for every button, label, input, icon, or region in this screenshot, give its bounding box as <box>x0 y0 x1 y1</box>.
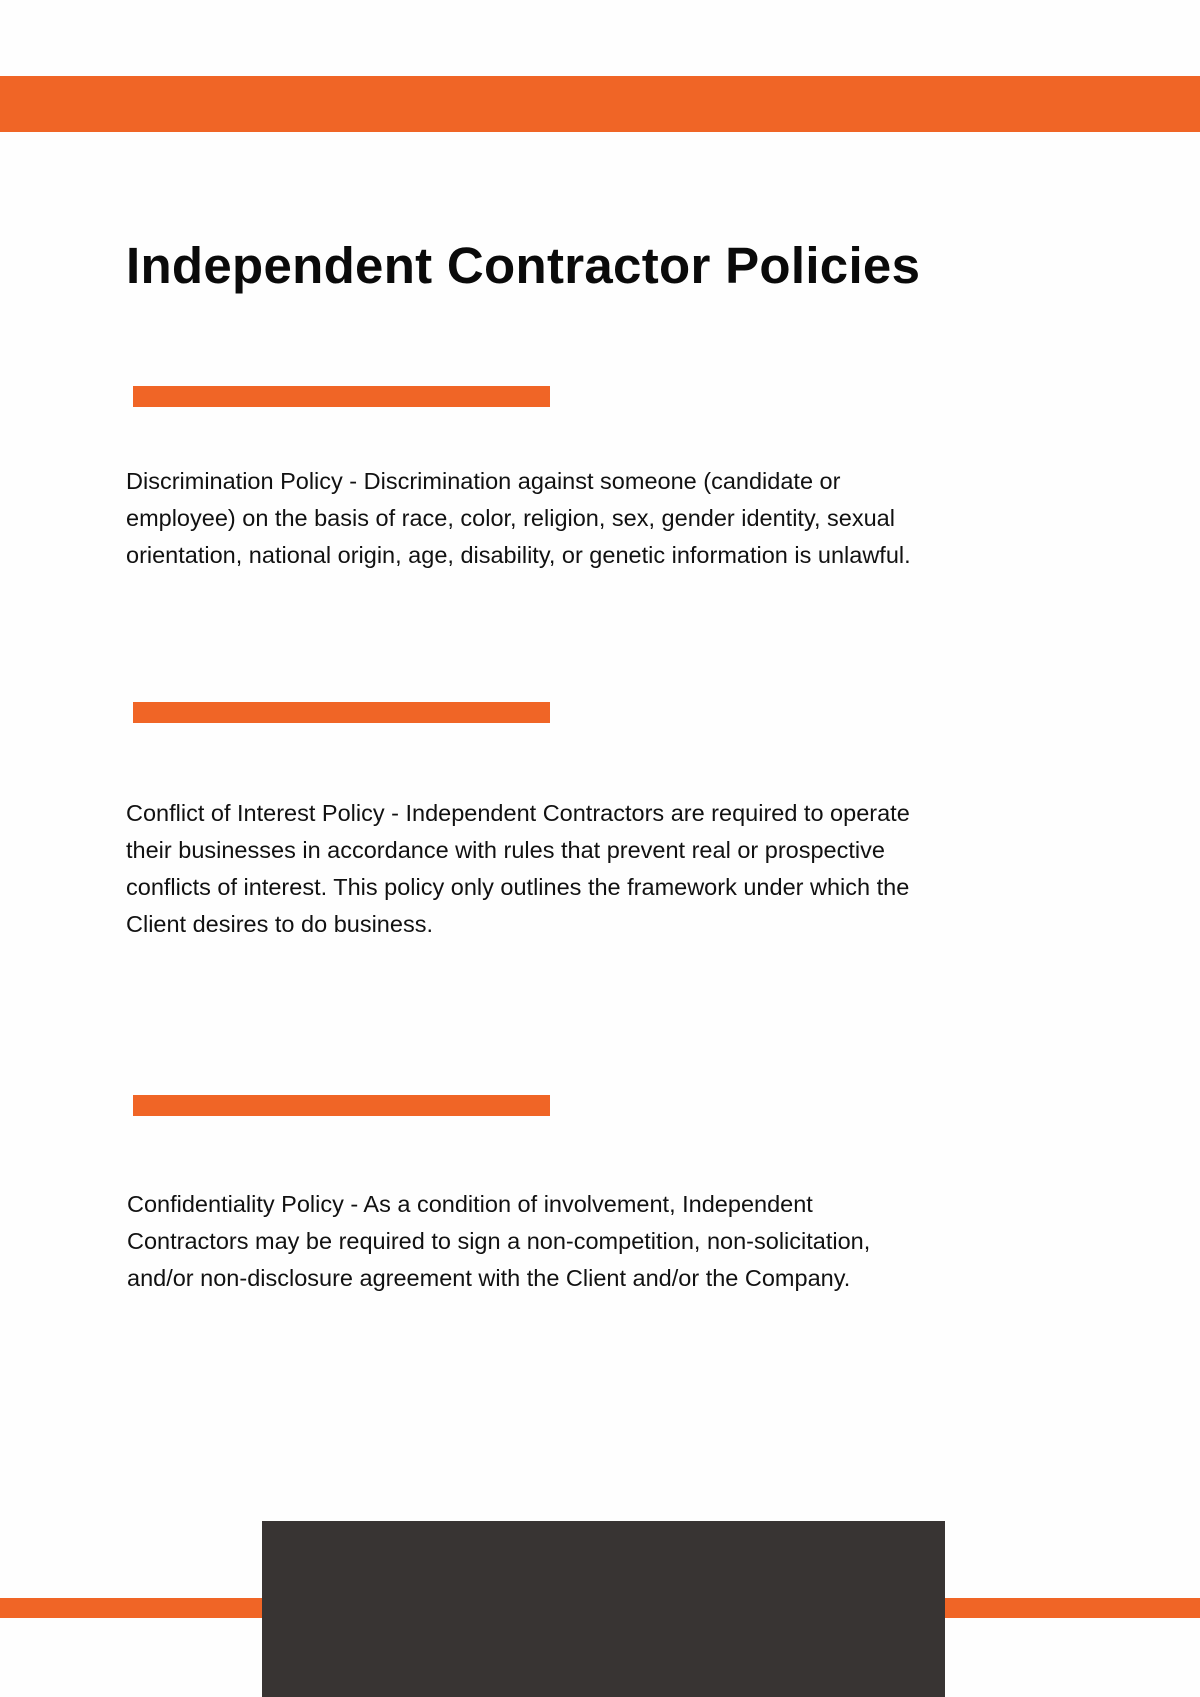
text-line: Client desires to do business. <box>126 911 433 937</box>
page-title: Independent Contractor Policies <box>126 237 921 294</box>
text-line: Contractors may be required to sign a non-competition, non-solicitation, <box>127 1228 871 1254</box>
text-line: Conflict of Interest Policy - Independent Contractors are required to operate <box>126 800 910 826</box>
footer-dark-block <box>262 1521 945 1697</box>
text-line: orientation, national origin, age, disability, or genetic information is unlawful. <box>126 542 911 568</box>
text-line: Confidentiality Policy - As a condition of involvement, Independent <box>127 1191 813 1217</box>
confidentiality-paragraph <box>127 1186 870 1297</box>
text-line: Discrimination Policy - Discrimination against someone (candidate or <box>126 468 841 494</box>
text-line: conflicts of interest. This policy only outlines the framework under which the <box>126 874 910 900</box>
section-divider <box>133 1095 550 1116</box>
text-line: and/or non-disclosure agreement with the Client and/or the Company. <box>127 1265 851 1291</box>
section-divider <box>133 386 550 407</box>
conflict-of-interest-paragraph <box>126 795 910 943</box>
text-line: employee) on the basis of race, color, religion, sex, gender identity, sexual <box>126 505 895 531</box>
top-accent-bar <box>0 76 1200 132</box>
discrimination-policy-paragraph <box>126 463 911 574</box>
text-line: their businesses in accordance with rules that prevent real or prospective <box>126 837 885 863</box>
section-divider <box>133 702 550 723</box>
